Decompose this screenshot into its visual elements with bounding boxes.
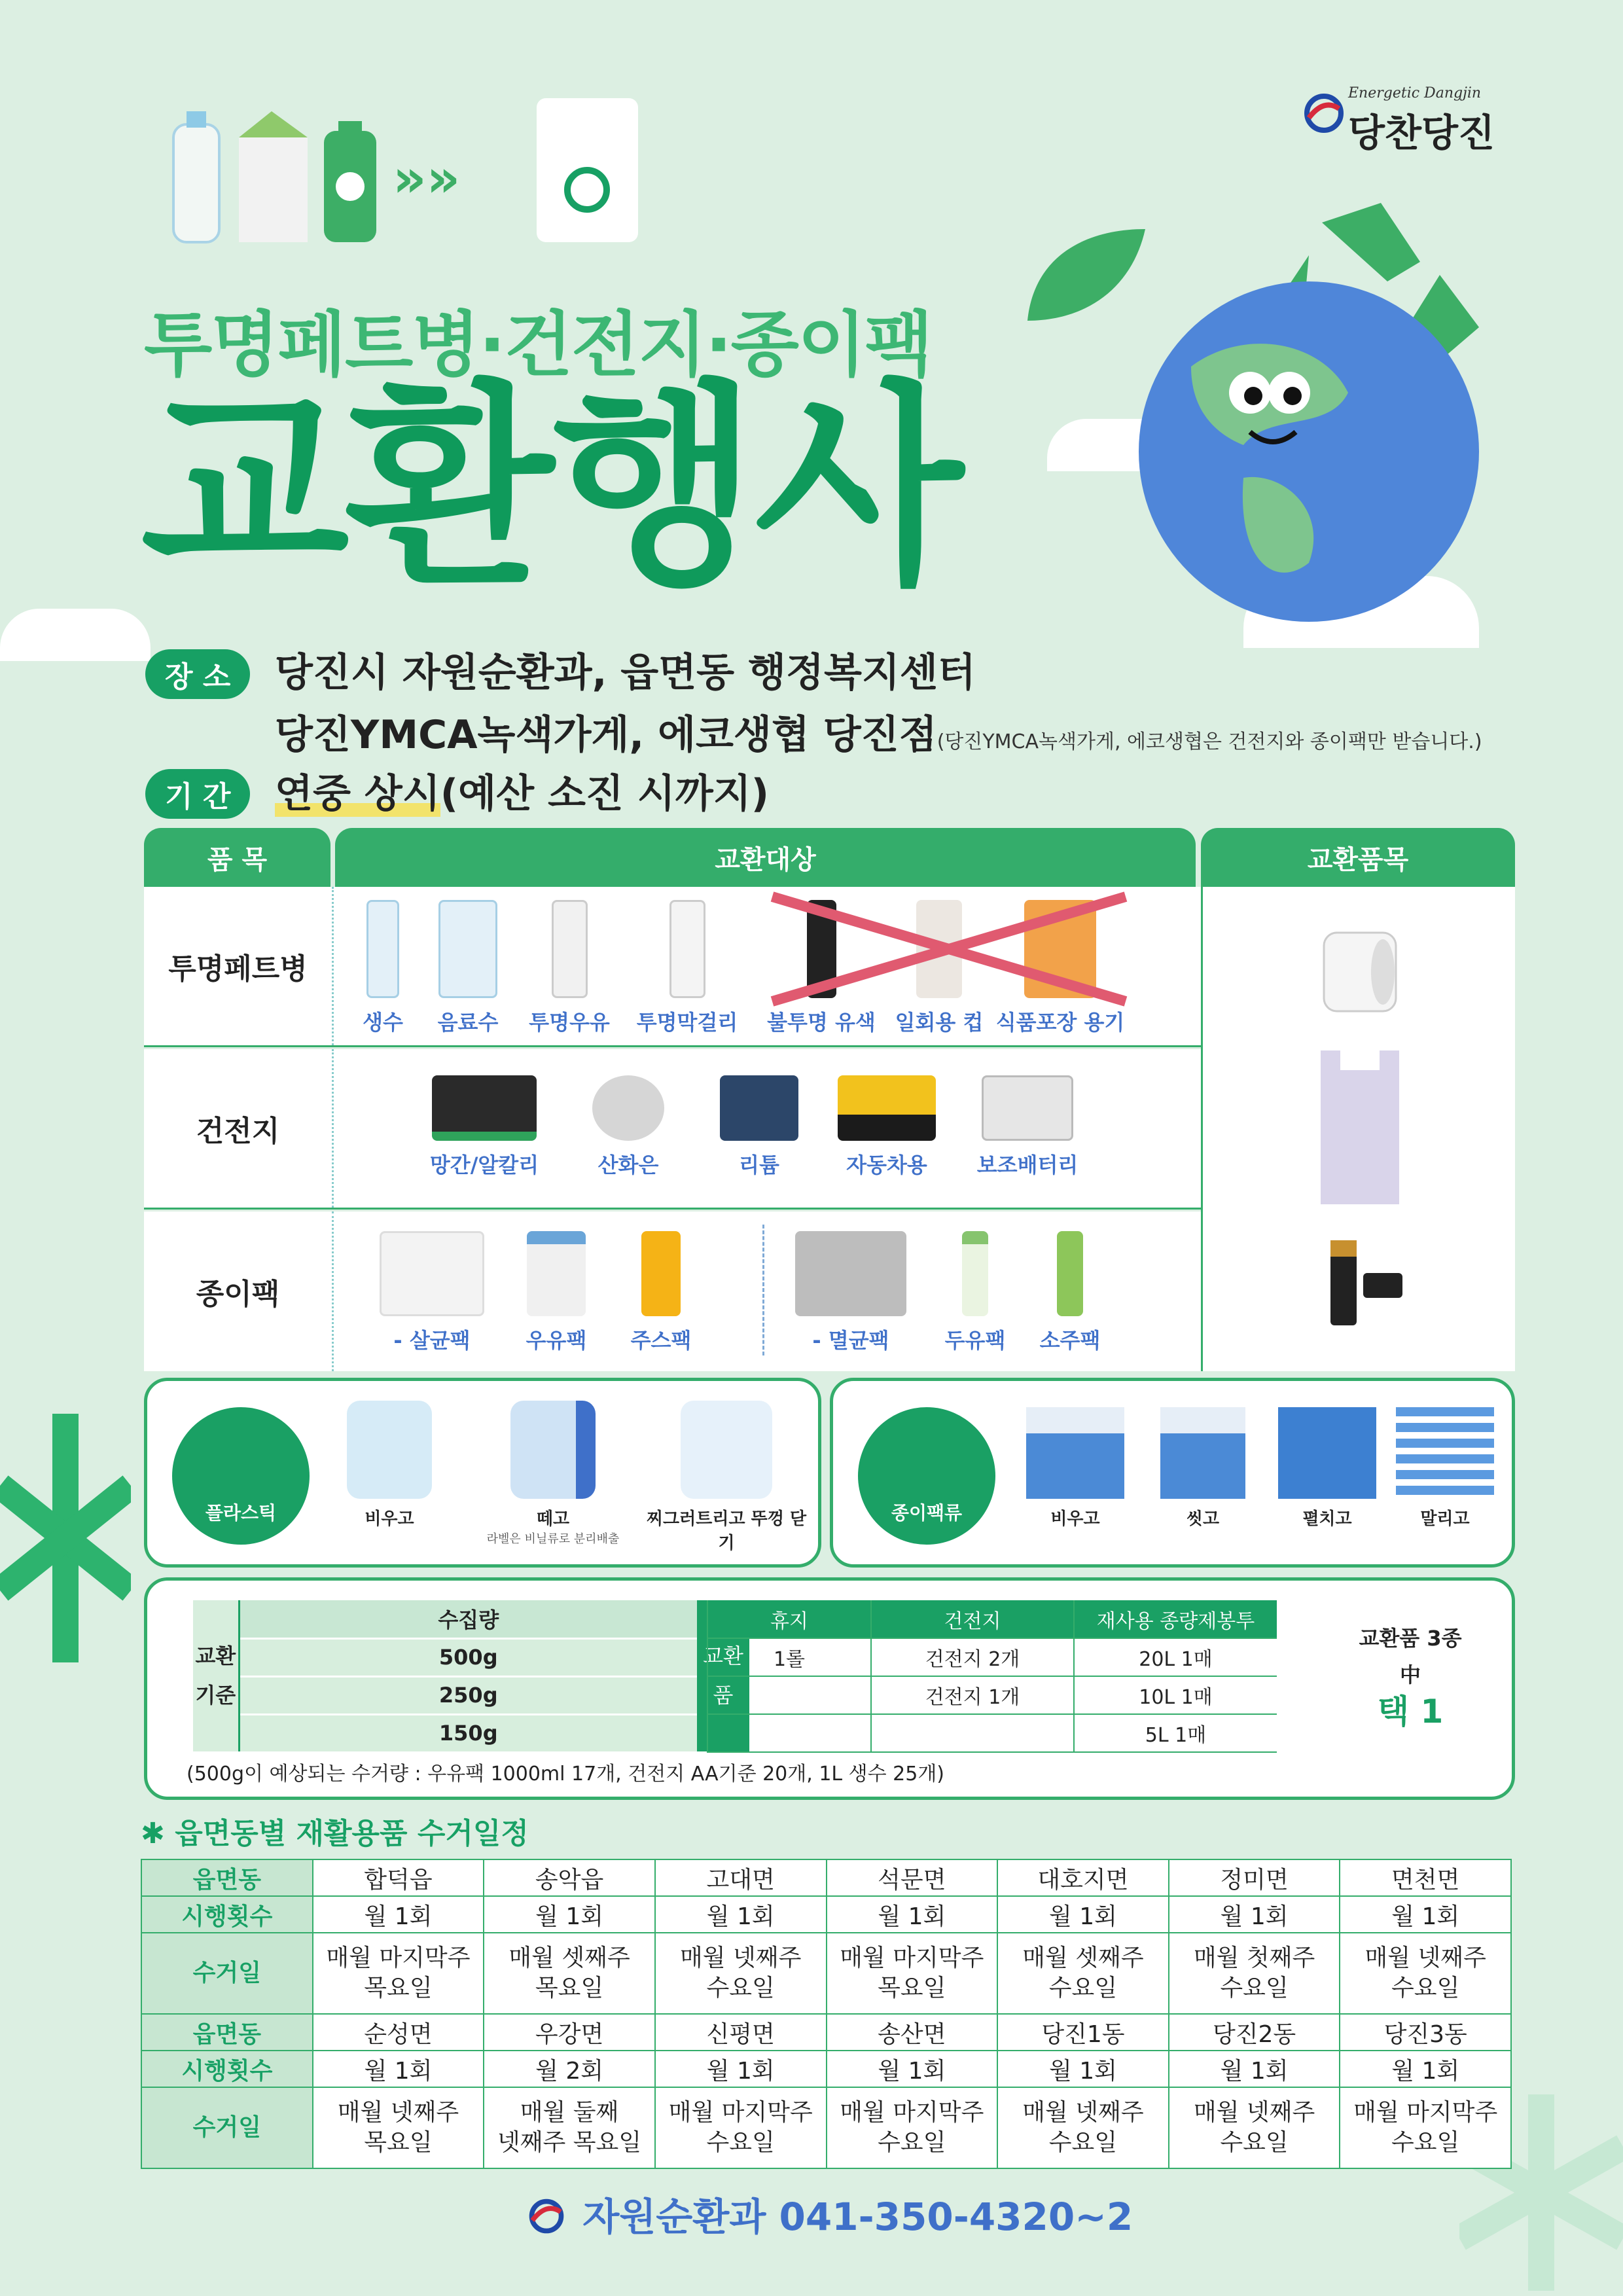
- header-exchange: 교환품목: [1201, 828, 1515, 887]
- table-row: [141, 2014, 1511, 2051]
- town-cell: 당진3동: [1340, 2014, 1511, 2051]
- pack-divider: [762, 1225, 764, 1355]
- day-line: 매월 넷째주: [337, 2099, 459, 2126]
- pet-item-3: [520, 900, 618, 1036]
- plastic-step-2-note: 라벨은 비닐류로 분리배출: [486, 1532, 620, 1546]
- day-cell: [313, 2087, 484, 2168]
- town-cell: 순성면: [313, 2014, 484, 2051]
- day-line: 수요일: [1391, 1975, 1460, 2001]
- criteria-side-label: 교환기준: [193, 1600, 239, 1752]
- count-cell: 월 1회: [827, 2051, 998, 2087]
- town-cell: 고대면: [655, 1859, 827, 1896]
- day-line: 수요일: [878, 2129, 946, 2156]
- amount-header: 수집량: [239, 1600, 697, 1638]
- town-cell: 신평면: [655, 2014, 827, 2051]
- schedule-table: [141, 1859, 1512, 2169]
- paper-step-1-label: 비우고: [1050, 1509, 1100, 1529]
- pick-line-1: 교환품 3종: [1359, 1626, 1462, 1651]
- day-cell: [1340, 2087, 1511, 2168]
- goods-cell: [707, 1714, 871, 1752]
- count-cell: 월 1회: [1340, 1896, 1511, 1933]
- pet-item-5-label: 불투명 유색: [767, 1010, 876, 1035]
- day-line: 목요일: [364, 1975, 433, 2001]
- goods-header-2: 건전지: [871, 1600, 1074, 1638]
- schedule-title-text: 읍면동별 재활용품 수거일정: [175, 1817, 529, 1850]
- plastic-badge-label: 플라스틱: [205, 1502, 277, 1524]
- footer-text: 자원순환과 041-350-4320~2: [582, 2195, 1133, 2239]
- day-line: 매월 셋째주: [1022, 1945, 1144, 1971]
- table-row: [141, 1896, 1511, 1933]
- amount-2: 250g: [239, 1676, 697, 1714]
- howto-plastic: [144, 1378, 821, 1568]
- page-title: 교환행사: [141, 362, 960, 613]
- count-cell: 월 1회: [997, 1896, 1169, 1933]
- plastic-step-2-label: 떼고: [536, 1509, 570, 1529]
- day-cell: [484, 1933, 655, 2014]
- subtitle: 투명페트병·건전지·종이팩: [144, 304, 932, 386]
- pet-item-1-label: 생수: [363, 1010, 403, 1035]
- day-cell: [313, 1933, 484, 2014]
- items-table: [144, 828, 1515, 1371]
- day-line: 매월 둘째: [520, 2099, 619, 2126]
- day-line: 수요일: [1391, 2129, 1460, 2156]
- pack-item-4-label: - 멸균팩: [812, 1328, 889, 1353]
- pack-item-5: [929, 1231, 1021, 1354]
- plastic-step-1-label: 비우고: [365, 1509, 414, 1529]
- goods-cell: [707, 1676, 871, 1714]
- day-line: 수요일: [1220, 2129, 1289, 2156]
- day-line: 수요일: [1220, 1975, 1289, 2001]
- category-pack: 종이팩: [144, 1211, 334, 1371]
- place-note: (당진YMCA녹색가게, 에코생협은 건전지와 종이팩만 받습니다.): [936, 730, 1482, 753]
- table-row: [141, 1859, 1511, 1896]
- place-label: 장 소: [145, 649, 250, 699]
- town-cell: 정미면: [1169, 1859, 1340, 1896]
- battery-item-5: [969, 1075, 1086, 1179]
- day-line: 매월 넷째주: [1022, 2099, 1144, 2126]
- town-cell: 면천면: [1340, 1859, 1511, 1896]
- pet-item-4: [628, 900, 746, 1036]
- day-line: 목요일: [535, 1975, 604, 2001]
- place-line-1: 당진시 자원순환과, 읍면동 행정복지센터: [275, 650, 976, 696]
- day-line: 매월 첫째주: [1193, 1945, 1315, 1971]
- aa-battery-icon: [1324, 1234, 1409, 1332]
- pack-item-6-label: 소주팩: [1039, 1328, 1101, 1353]
- day-line: 매월 마지막주: [1353, 2099, 1498, 2126]
- table-row: [141, 2051, 1511, 2087]
- day-line: 매월 마지막주: [840, 1945, 984, 1971]
- brand-logo: [1302, 79, 1512, 155]
- table-row: [141, 2087, 1511, 2168]
- goods-header-1: 휴지: [707, 1600, 871, 1638]
- goods-cell: [871, 1714, 1074, 1752]
- day-cell: [1169, 2087, 1340, 2168]
- count-cell: 월 1회: [313, 2051, 484, 2087]
- count-cell: 월 1회: [655, 1896, 827, 1933]
- day-line: 매월 마지막주: [668, 2099, 813, 2126]
- goods-cell: 건전지 2개: [871, 1638, 1074, 1676]
- day-line: 목요일: [364, 2129, 433, 2156]
- criteria-amount-table: [193, 1600, 749, 1753]
- row-label: 읍면동: [141, 2014, 313, 2051]
- goods-header-3: 재사용 종량제봉투: [1074, 1600, 1277, 1638]
- day-line: 수요일: [1048, 2129, 1118, 2156]
- day-line: 매월 넷째주: [1193, 2099, 1315, 2126]
- cross-out-mark-icon: [766, 890, 1132, 1008]
- pack-item-3-label: 주스팩: [630, 1328, 692, 1353]
- row-label: 수거일: [141, 2087, 313, 2168]
- exchange-goods-column: [1201, 887, 1515, 1371]
- goods-side-label: 교환품: [697, 1600, 749, 1752]
- header-item: 품 목: [144, 828, 330, 887]
- day-line: 매월 마지막주: [840, 2099, 984, 2126]
- battery-item-1-label: 망간/알칼리: [429, 1153, 539, 1177]
- table-row: [141, 1933, 1511, 2014]
- count-cell: 월 1회: [313, 1896, 484, 1933]
- recyclables-to-bag-icon: [167, 98, 651, 249]
- period-rest: (예산 소진 시까지): [440, 771, 770, 817]
- pet-item-2: [432, 900, 504, 1036]
- header-target: 교환대상: [335, 828, 1196, 887]
- paper-step-3: [1272, 1407, 1383, 1530]
- row-label: 시행횟수: [141, 1896, 313, 1933]
- count-cell: 월 1회: [1340, 2051, 1511, 2087]
- day-cell: [1340, 1933, 1511, 2014]
- plastic-step-3-label: 찌그러트리고 뚜껑 닫기: [646, 1509, 807, 1553]
- battery-item-1: [419, 1075, 550, 1179]
- row-label: 수거일: [141, 1933, 313, 2014]
- period: [275, 762, 769, 819]
- pet-item-7-label: 식품포장 용기: [995, 1010, 1125, 1035]
- recycle-earth-icon: [1113, 196, 1518, 628]
- plastic-step-1: [330, 1401, 448, 1530]
- town-cell: 우강면: [484, 2014, 655, 2051]
- battery-item-5-label: 보조배터리: [976, 1153, 1079, 1177]
- pack-item-1-label: - 살균팩: [393, 1328, 471, 1353]
- count-cell: 월 1회: [1169, 1896, 1340, 1933]
- svg-text:»»: »»: [393, 148, 461, 209]
- day-line: 목요일: [878, 1975, 946, 2001]
- footer-contact: [524, 2186, 1133, 2241]
- day-line: 매월 넷째주: [680, 1945, 802, 1971]
- pet-item-4-label: 투명막걸리: [636, 1010, 738, 1035]
- day-line: 수요일: [706, 2129, 775, 2156]
- pet-item-1: [347, 900, 419, 1036]
- day-cell: [827, 1933, 998, 2014]
- town-cell: 당진1동: [997, 2014, 1169, 2051]
- pick-line-2: 中: [1399, 1662, 1421, 1687]
- pack-item-2-label: 우유팩: [526, 1328, 587, 1353]
- pack-item-6: [1024, 1231, 1116, 1354]
- pack-item-1: [366, 1231, 497, 1354]
- paper-step-1: [1016, 1407, 1134, 1530]
- place-line-2-text: 당진YMCA녹색가게, 에코생협 당진점: [275, 712, 937, 758]
- row-pet: [144, 887, 1201, 1047]
- town-cell: 석문면: [827, 1859, 998, 1896]
- goods-cell: 20L 1매: [1074, 1638, 1277, 1676]
- period-main: 연중 상시: [275, 771, 440, 817]
- schedule-title: [141, 1810, 529, 1852]
- pet-item-6-label: 일회용 컵: [895, 1010, 984, 1035]
- town-cell: 당진2동: [1169, 2014, 1340, 2051]
- row-pack: [144, 1211, 1201, 1371]
- asterisk-icon: ✱: [141, 1817, 175, 1850]
- paper-step-2-label: 씻고: [1186, 1509, 1220, 1529]
- battery-item-4-label: 자동차용: [846, 1153, 927, 1177]
- day-line: 수요일: [706, 1975, 775, 2001]
- day-cell: [1169, 1933, 1340, 2014]
- pack-item-5-label: 두유팩: [944, 1328, 1006, 1353]
- row-battery: [144, 1049, 1201, 1210]
- pack-item-2: [510, 1231, 602, 1354]
- battery-item-4: [828, 1075, 946, 1179]
- pack-item-3: [615, 1231, 707, 1354]
- count-cell: 월 1회: [997, 2051, 1169, 2087]
- toilet-paper-icon: [1317, 926, 1402, 1018]
- category-battery: 건전지: [144, 1049, 334, 1208]
- paper-badge: [858, 1407, 995, 1545]
- day-cell: [655, 1933, 827, 2014]
- battery-item-2: [569, 1075, 687, 1179]
- paper-step-3-label: 펼치고: [1302, 1509, 1352, 1529]
- day-line: 매월 셋째주: [508, 1945, 630, 1971]
- howto-paper: [830, 1378, 1515, 1568]
- plastic-step-3: [645, 1401, 808, 1554]
- battery-item-3-label: 리튬: [739, 1153, 779, 1177]
- pick-one-note: [1325, 1620, 1495, 1730]
- row-label: 시행횟수: [141, 2051, 313, 2087]
- battery-item-3: [713, 1075, 805, 1179]
- day-line: 넷째주 목요일: [497, 2129, 642, 2156]
- row-label: 읍면동: [141, 1859, 313, 1896]
- amount-3: 150g: [239, 1714, 697, 1752]
- plastic-badge: [172, 1407, 310, 1545]
- pet-item-2-label: 음료수: [437, 1010, 499, 1035]
- day-line: 매월 마지막주: [326, 1945, 471, 1971]
- pet-item-3-label: 투명우유: [529, 1010, 610, 1035]
- cloud-left: [0, 609, 151, 661]
- day-line: 수요일: [1048, 1975, 1118, 2001]
- criteria-goods-table: [707, 1600, 1277, 1753]
- category-pet: 투명페트병: [144, 887, 334, 1045]
- goods-cell: 1롤: [707, 1638, 871, 1676]
- day-cell: [827, 2087, 998, 2168]
- period-label: 기 간: [145, 769, 250, 819]
- count-cell: 월 2회: [484, 2051, 655, 2087]
- pack-item-4: [785, 1231, 916, 1354]
- count-cell: 월 1회: [484, 1896, 655, 1933]
- day-cell: [997, 2087, 1169, 2168]
- day-cell: [655, 2087, 827, 2168]
- plastic-step-2: [474, 1401, 632, 1547]
- count-cell: 월 1회: [827, 1896, 998, 1933]
- goods-cell: 10L 1매: [1074, 1676, 1277, 1714]
- count-cell: 월 1회: [655, 2051, 827, 2087]
- goods-cell: 5L 1매: [1074, 1714, 1277, 1752]
- day-cell: [484, 2087, 655, 2168]
- town-cell: 대호지면: [997, 1859, 1169, 1896]
- paper-step-2: [1147, 1407, 1258, 1530]
- brand-korean: 당찬당진: [1348, 111, 1495, 155]
- goods-cell: 건전지 1개: [871, 1676, 1074, 1714]
- garbage-bag-icon: [1317, 1050, 1402, 1208]
- pick-line-3: 택 1: [1377, 1693, 1444, 1731]
- brand-emblem-icon: [524, 2196, 569, 2236]
- brand-emblem-icon: [1302, 92, 1346, 135]
- brand-english: Energetic Dangjin: [1348, 85, 1482, 101]
- exchange-criteria: [144, 1577, 1515, 1800]
- asterisk-left-icon: [0, 1414, 131, 1676]
- day-cell: [997, 1933, 1169, 2014]
- town-cell: 송산면: [827, 2014, 998, 2051]
- town-cell: 송악읍: [484, 1859, 655, 1896]
- place-line-2: [275, 704, 1482, 760]
- battery-item-2-label: 산화은: [597, 1153, 659, 1177]
- criteria-note: (500g이 예상되는 수거량 : 우유팩 1000ml 17개, 건전지 AA기준 20개, 1L 생수 25개): [187, 1763, 945, 1785]
- paper-step-4-label: 말리고: [1420, 1509, 1470, 1529]
- paper-step-4: [1389, 1407, 1501, 1530]
- count-cell: 월 1회: [1169, 2051, 1340, 2087]
- day-line: 매월 넷째주: [1364, 1945, 1486, 1971]
- paper-badge-label: 종이팩류: [891, 1502, 963, 1524]
- amount-1: 500g: [239, 1638, 697, 1676]
- town-cell: 합덕읍: [313, 1859, 484, 1896]
